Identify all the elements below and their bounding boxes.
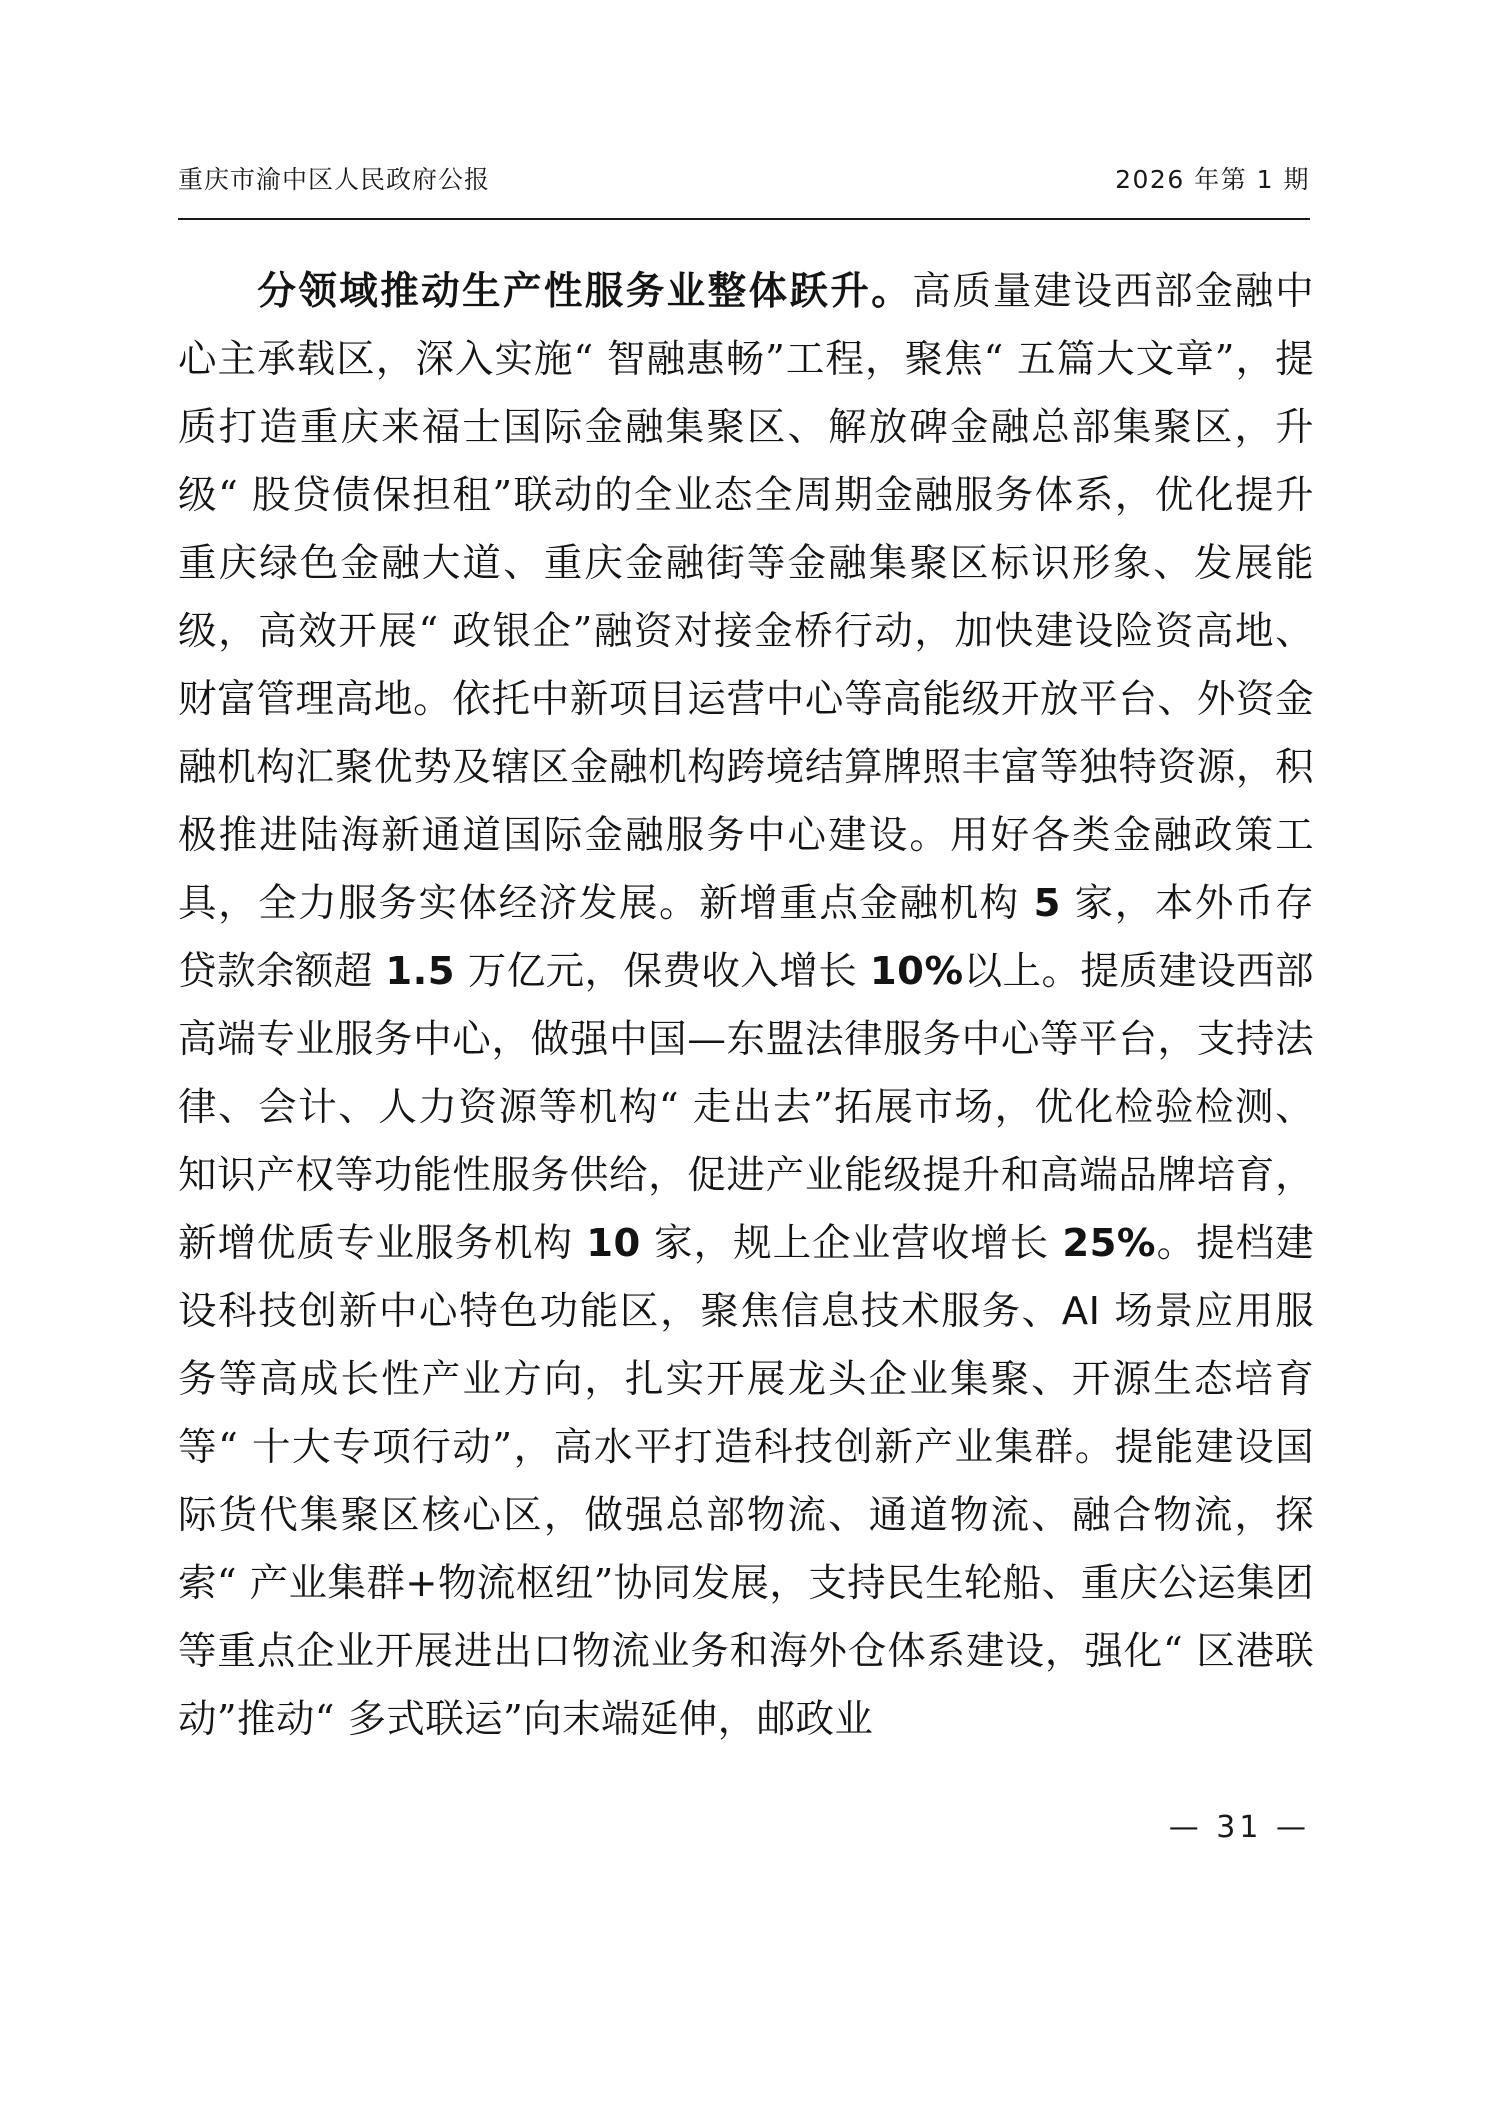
page-header (178, 160, 1310, 196)
body-segment-6: 。提档建设科技创新中心特色功能区，聚焦信息技术服务、 (178, 1221, 1315, 1334)
figure-new-financial-institutions: 5 (1033, 881, 1061, 926)
body-segment-3: 万亿元，保费收入增长 (455, 949, 870, 994)
paragraph-lead-in: 分领域推动生产性服务业整体跃升。 (256, 269, 913, 314)
figure-new-service-agencies: 10 (586, 1221, 641, 1266)
article-body (178, 258, 1314, 1754)
header-divider (178, 218, 1310, 220)
header-publication-title: 重庆市渝中区人民政府公报 (178, 165, 491, 194)
body-segment-8: 物流枢纽”协同发展，支持民生轮船、重庆公运集团等重点企业开展进出口物流业务和海外仓体系建设，强化“ 区港联动”推动“ 多式联运”向末端延伸，邮政业 (178, 1561, 1314, 1742)
plus-symbol: + (405, 1561, 439, 1606)
figure-premium-growth: 10% (869, 949, 964, 994)
body-segment-7: 场景应用服务等高成长性产业方向，扎实开展龙头企业集聚、开源生态培育等“ 十大专项行动”，高水平打造科技创新产业集群。提能建设国际货代集聚区核心区，做强总部物流、通道物流、融合物流，探索“ 产业集群 (178, 1289, 1314, 1606)
body-segment-4: 以上。提质建设西部高端专业服务中心，做强中国—东盟法律服务中心等平台，支持法律、会计、人力资源等机构“ 走出去”拓展市场，优化检验检测、知识产权等功能性服务供给，促进产业能级提升和高端品牌培育，新增优质专业服务机构 (178, 949, 1315, 1266)
body-segment-5: 家，规上企业营收增长 (640, 1221, 1063, 1266)
term-ai: AI (1061, 1289, 1101, 1334)
figure-deposit-loan-balance: 1.5 (385, 949, 456, 994)
header-issue-label: 2026 年第 1 期 (1115, 165, 1310, 194)
body-paragraph (178, 258, 1314, 1754)
page-number: — 31 — (1168, 1810, 1310, 1845)
page-footer (178, 1810, 1310, 1845)
body-segment-2: 家，本外币存贷款余额超 (178, 881, 1314, 994)
figure-revenue-growth: 25% (1062, 1221, 1156, 1266)
body-segment-1: 高质量建设西部金融中心主承载区，深入实施“ 智融惠畅”工程，聚焦“ 五篇大文章”，提质打造重庆来福士国际金融集聚区、解放碑金融总部集聚区，升级“ 股贷债保担租”联动的全业态全周期金融服务体系，优化提升重庆绿色金融大道、重庆金融街等金融集聚区标识形象、发展能级，高效开展“ 政银企”融资对接金桥行动，加快建设险资高地、财富管理高地。依托中新项目运营中心等高能级开放平台、外资金融机构汇聚优势及辖区金融机构跨境结算牌照丰富等独特资源，积极推进陆海新通道国际金融服务中心建设。用好各类金融政策工具，全力服务实体经济发展。新增重点金融机构 (178, 269, 1314, 926)
